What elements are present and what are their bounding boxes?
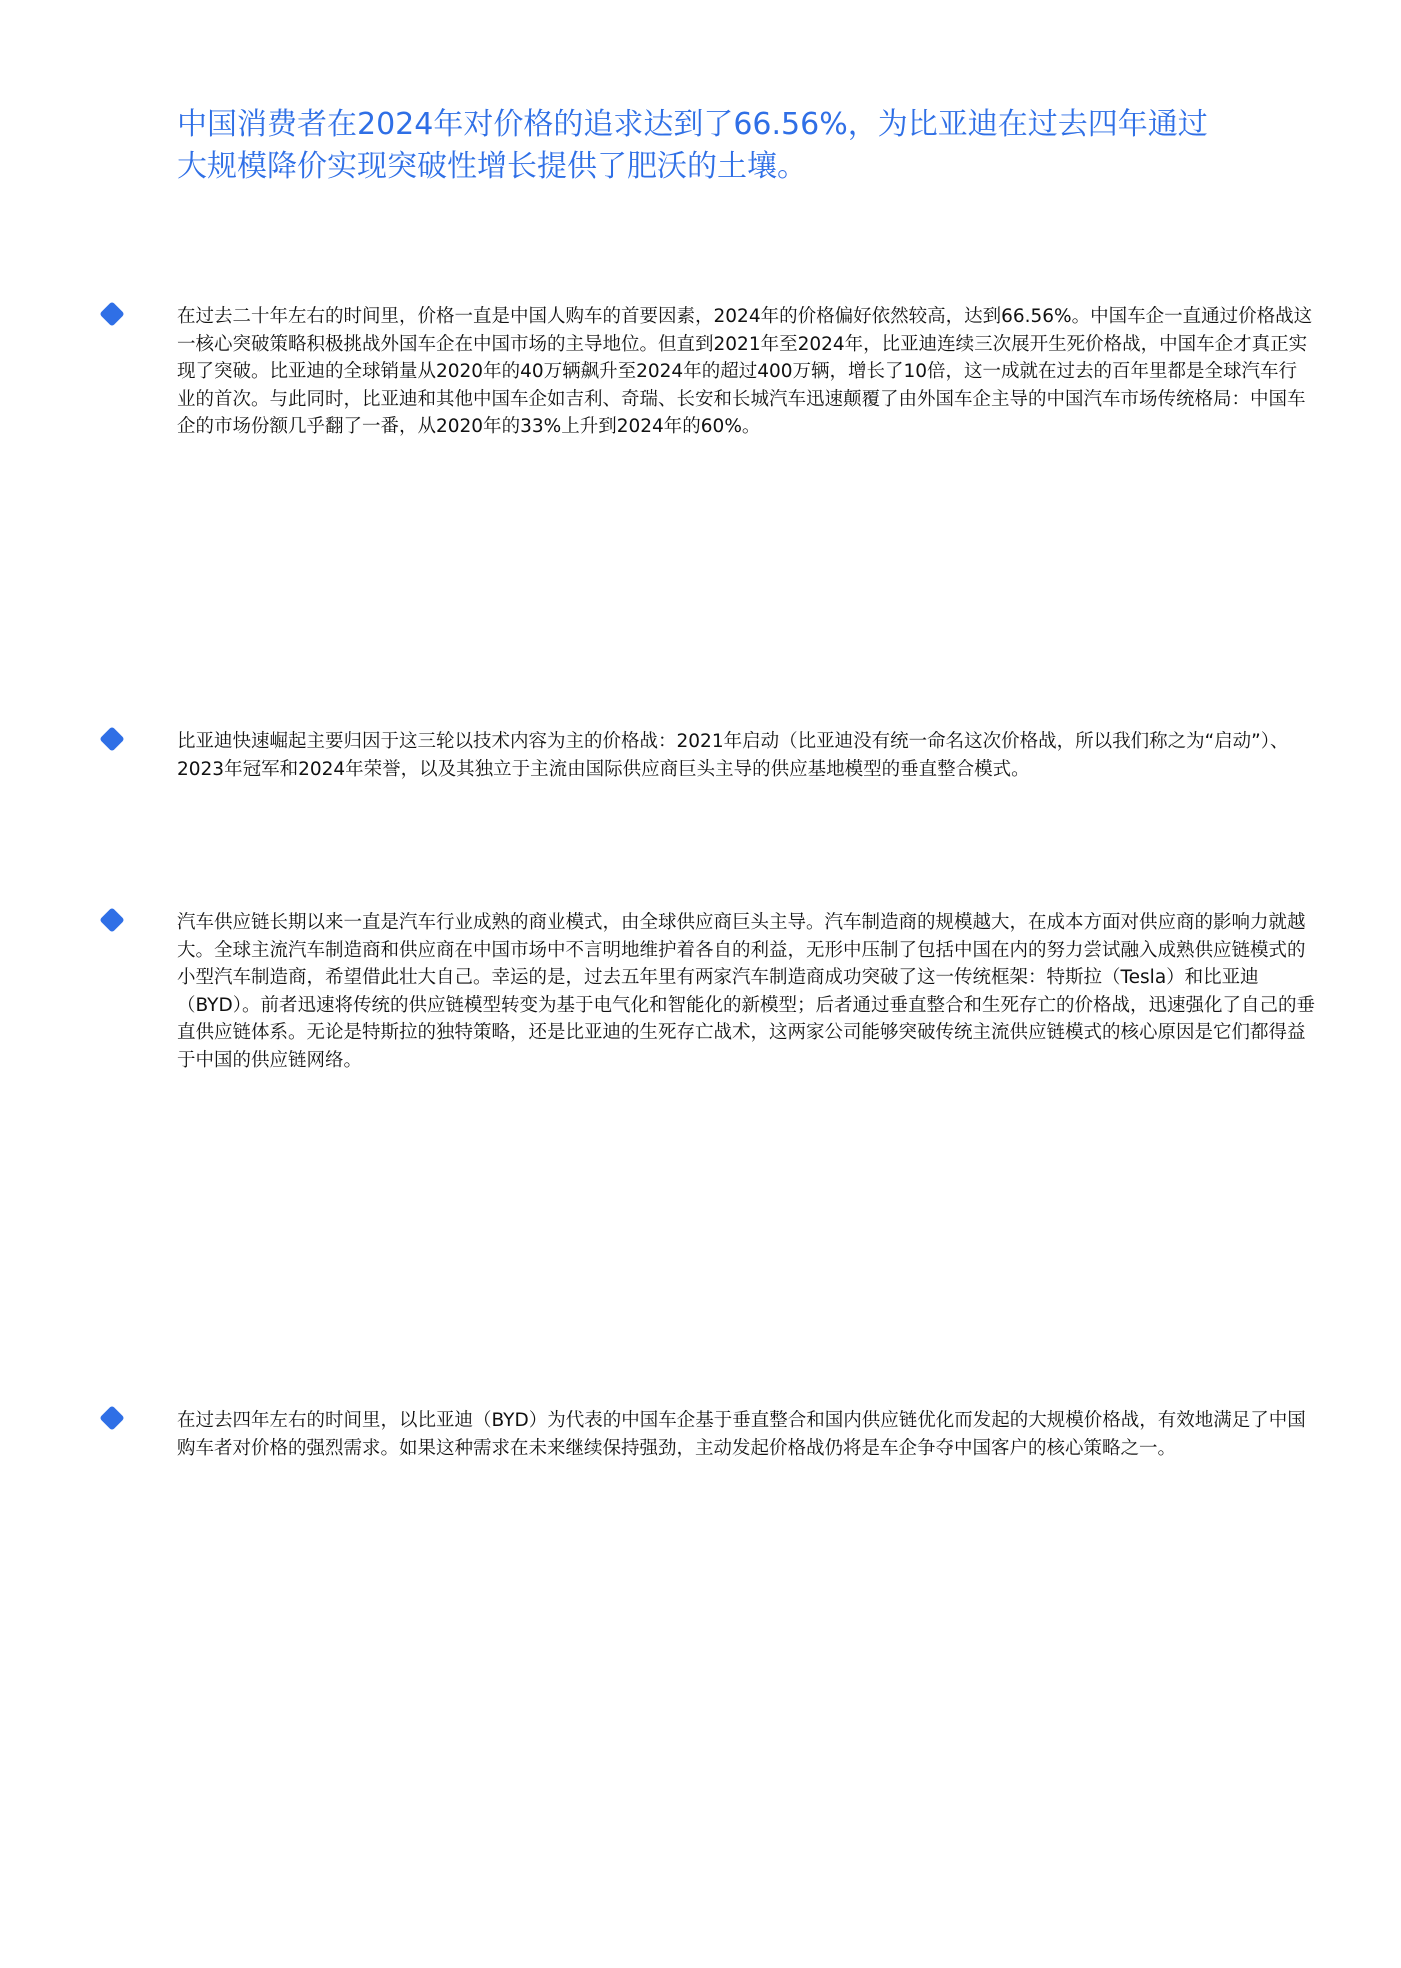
diamond-bullet-icon [99, 1405, 124, 1430]
paragraph-text: 在过去四年左右的时间里，以比亚迪（BYD）为代表的中国车企基于垂直整合和国内供应链优化而发起的大规模价格战，有效地满足了中国购车者对价格的强烈需求。如果这种需求在未来继续保持强劲，主动发起价格战仍将是车企争夺中国客户的核心策略之一。 [177, 1410, 1306, 1459]
diamond-bullet-icon [99, 726, 124, 751]
paragraph-text: 比亚迪快速崛起主要归因于这三轮以技术内容为主的价格战：2021年启动（比亚迪没有统一命名这次价格战，所以我们称之为“启动”）、2023年冠军和2024年荣誉，以及其独立于主流由国际供应商巨头主导的供应基地模型的垂直整合模式。 [177, 731, 1289, 780]
paragraph-text: 汽车供应链长期以来一直是汽车行业成熟的商业模式，由全球供应商巨头主导。汽车制造商的规模越大，在成本方面对供应商的影响力就越大。全球主流汽车制造商和供应商在中国市场中不言明地维护着各自的利益，无形中压制了包括中国在内的努力尝试融入成熟供应链模式的小型汽车制造商，希望借此壮大自己。幸运的是，过去五年里有两家汽车制造商成功突破了这一传统框架：特斯拉（Tesla）和比亚迪（BYD）。前者迅速将传统的供应链模型转变为基于电气化和智能化的新模型；后者通过垂直整合和生死存亡的价格战，迅速强化了自己的垂直供应链体系。无论是特斯拉的独特策略，还是比亚迪的生死存亡战术，这两家公司能够突破传统主流供应链模式的核心原因是它们都得益于中国的供应链网络。 [177, 912, 1315, 1071]
page-title: 中国消费者在2024年对价格的追求达到了66.56%，为比亚迪在过去四年通过大规模降价实现突破性增长提供了肥沃的土壤。 [177, 107, 1208, 184]
paragraph-text: 在过去二十年左右的时间里，价格一直是中国人购车的首要因素，2024年的价格偏好依然较高，达到66.56%。中国车企一直通过价格战这一核心突破策略积极挑战外国车企在中国市场的主导地位。但直到2021年至2024年，比亚迪连续三次展开生死价格战，中国车企才真正实现了突破。比亚迪的全球销量从2020年的40万辆飙升至2024年的超过400万辆，增长了10倍，这一成就在过去的百年里都是全球汽车行业的首次。与此同时，比亚迪和其他中国车企如吉利、奇瑞、长安和长城汽车迅速颠覆了由外国车企主导的中国汽车市场传统格局：中国车企的市场份额几乎翻了一番，从2020年的33%上升到2024年的60%。 [177, 306, 1313, 437]
diamond-bullet-icon [99, 301, 124, 326]
diamond-bullet-icon [99, 907, 124, 932]
